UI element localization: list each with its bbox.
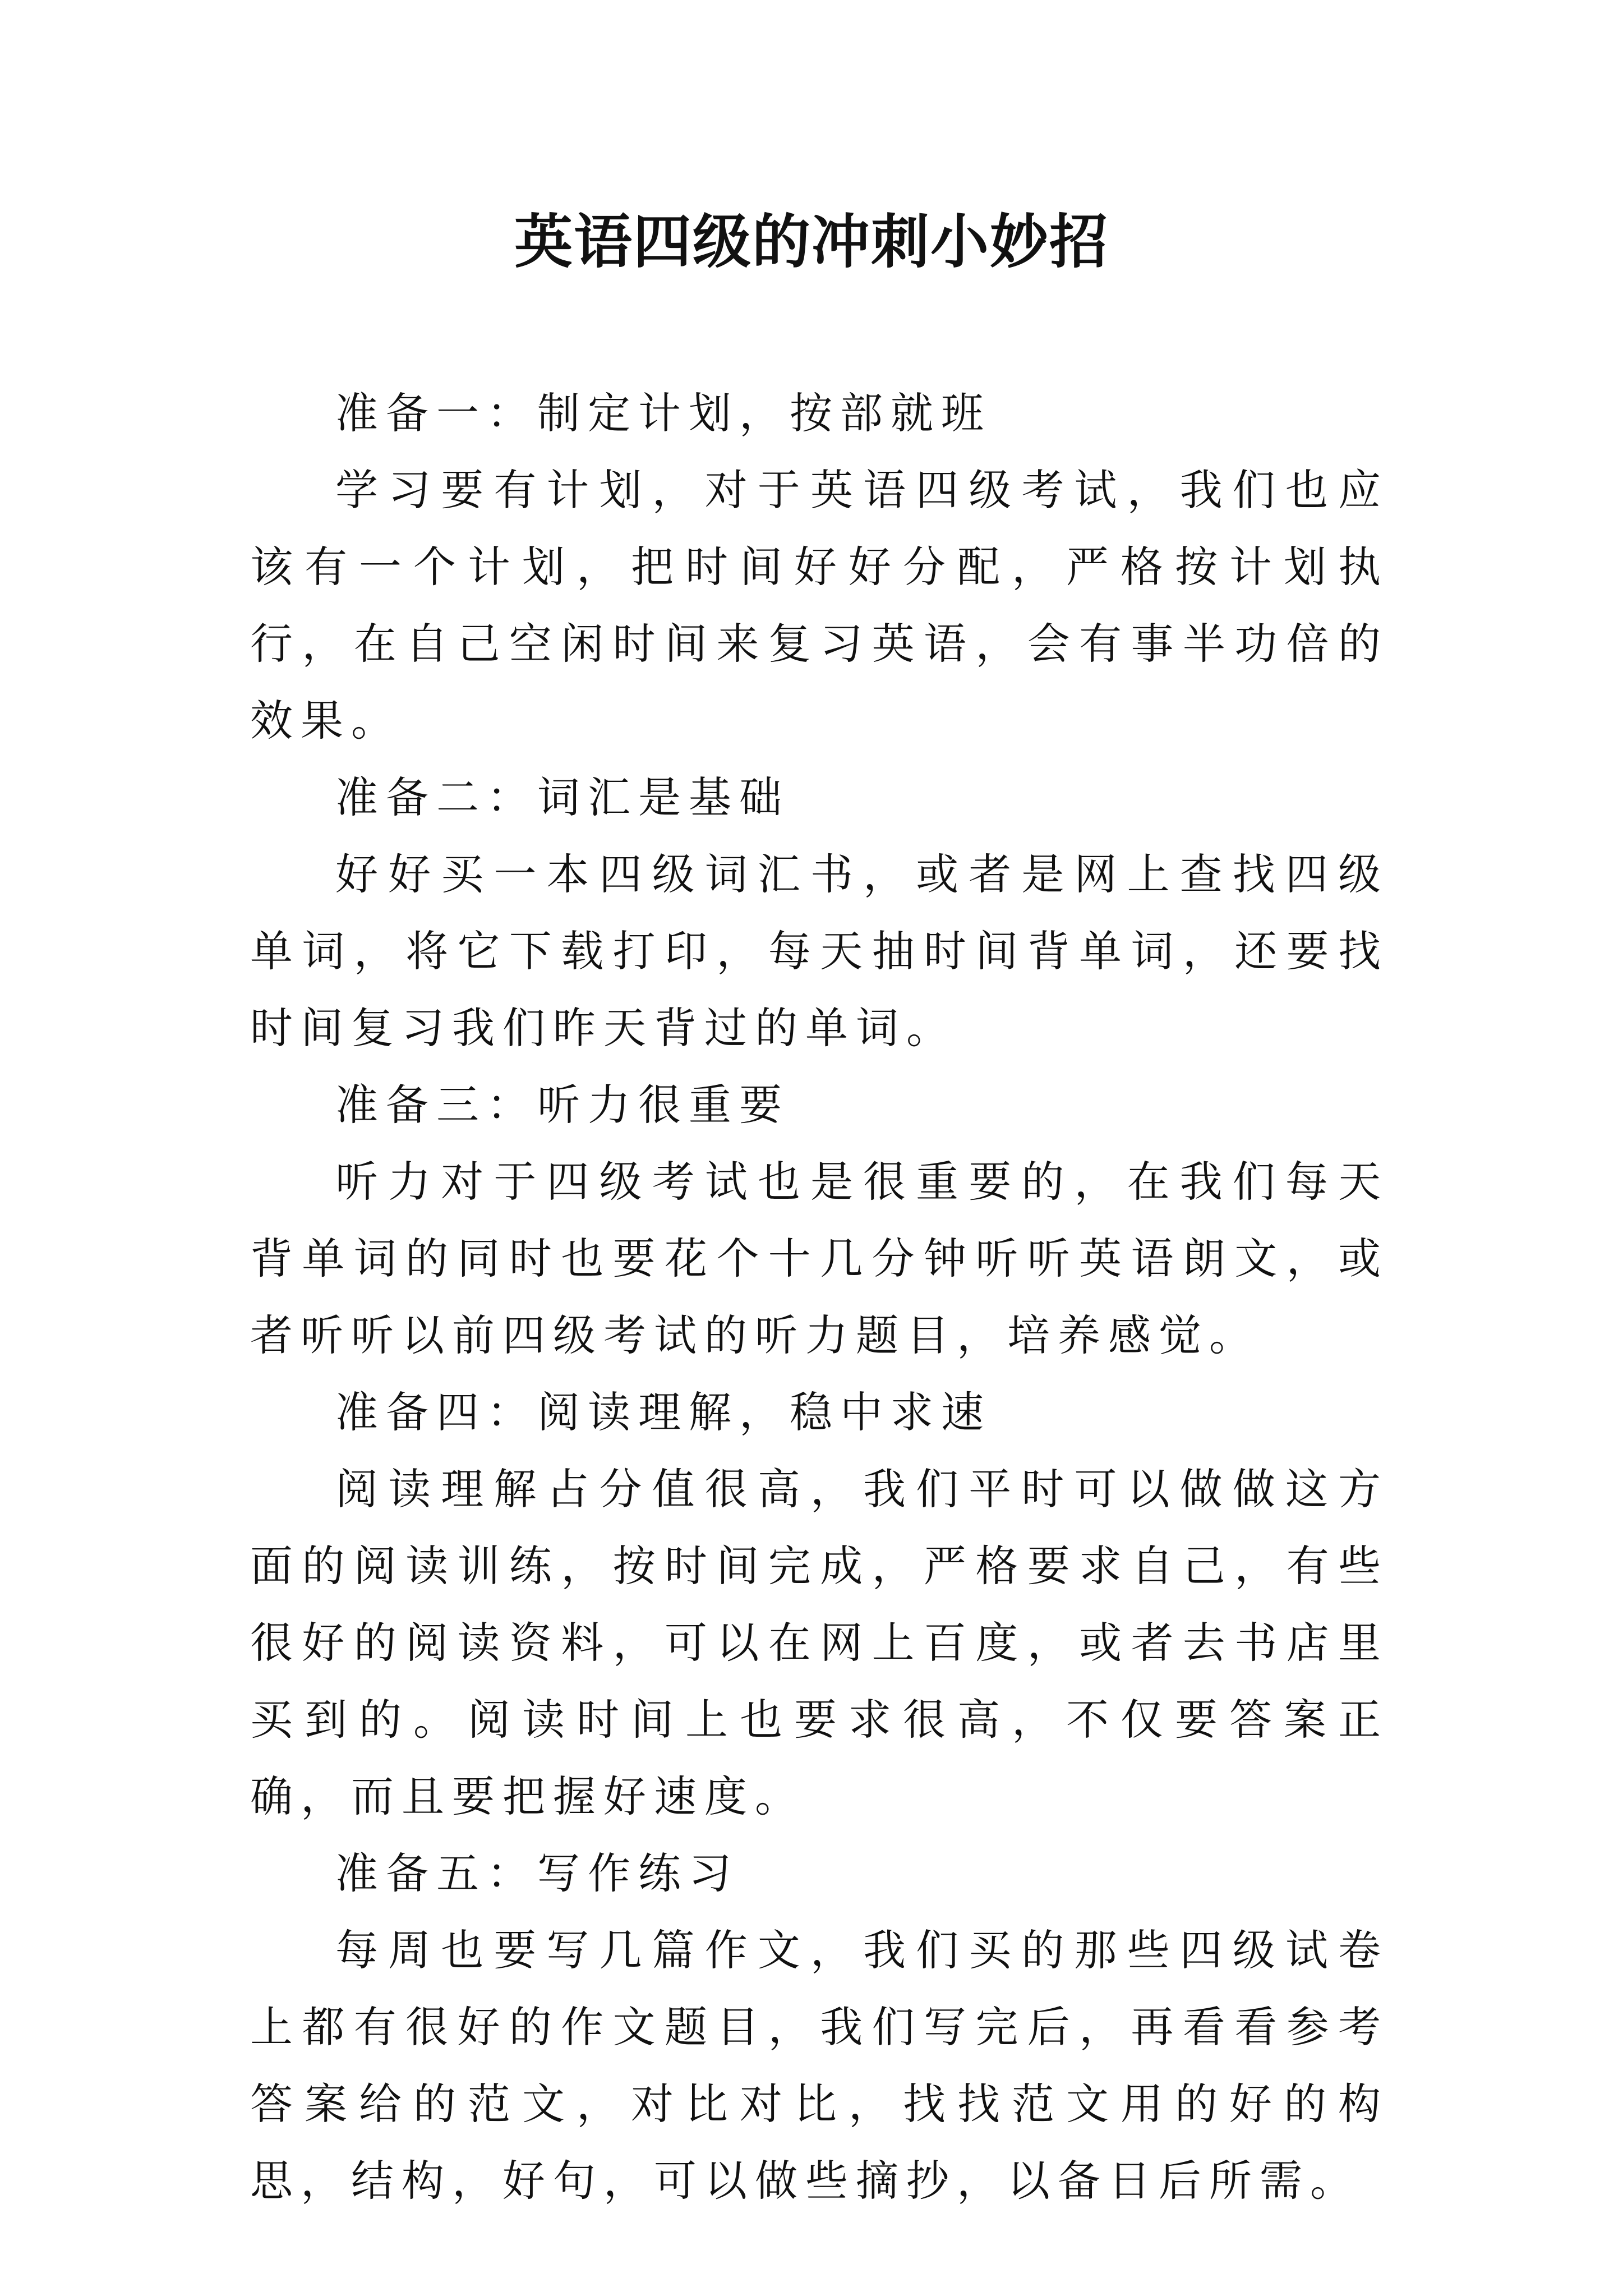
section-paragraph-5: 每周也要写几篇作文，我们买的那些四级试卷上都有很好的作文题目，我们写完后，再看看参考答案给的范文，对比对比，找找范文用的好的构思，结构，好句，可以做些摘抄，以备日后所需。 (250, 1925, 1389, 2206)
section-paragraph-1: 学习要有计划，对于英语四级考试，我们也应该有一个计划，把时间好好分配，严格按计划执行，在自己空闲时间来复习英语，会有事半功倍的效果。 (250, 465, 1389, 746)
section-heading-2: 准备二：词汇是基础 (335, 772, 790, 822)
section-paragraph-2: 好好买一本四级词汇书，或者是网上查找四级单词，将它下载打印，每天抽时间背单词，还要找时间复习我们昨天背过的单词。 (250, 849, 1389, 1053)
section-heading-5: 准备五：写作练习 (335, 1848, 739, 1898)
document-title: 英语四级的冲刺小妙招 (514, 207, 1109, 276)
section-paragraph-4: 阅读理解占分值很高，我们平时可以做做这方面的阅读训练，按时间完成，严格要求自己，有些很好的阅读资料，可以在网上百度，或者去书店里买到的。阅读时间上也要求很高，不仅要答案正确，而且要把握好速度。 (250, 1464, 1389, 1821)
section-heading-4: 准备四：阅读理解，稳中求速 (335, 1387, 992, 1437)
section-heading-3: 准备三：听力很重要 (335, 1080, 790, 1130)
document-body (250, 375, 1389, 2219)
section-paragraph-3: 听力对于四级考试也是很重要的，在我们每天背单词的同时也要花个十几分钟听听英语朗文，或者听听以前四级考试的听力题目，培养感觉。 (250, 1157, 1389, 1360)
section-heading-1: 准备一：制定计划，按部就班 (335, 388, 992, 438)
